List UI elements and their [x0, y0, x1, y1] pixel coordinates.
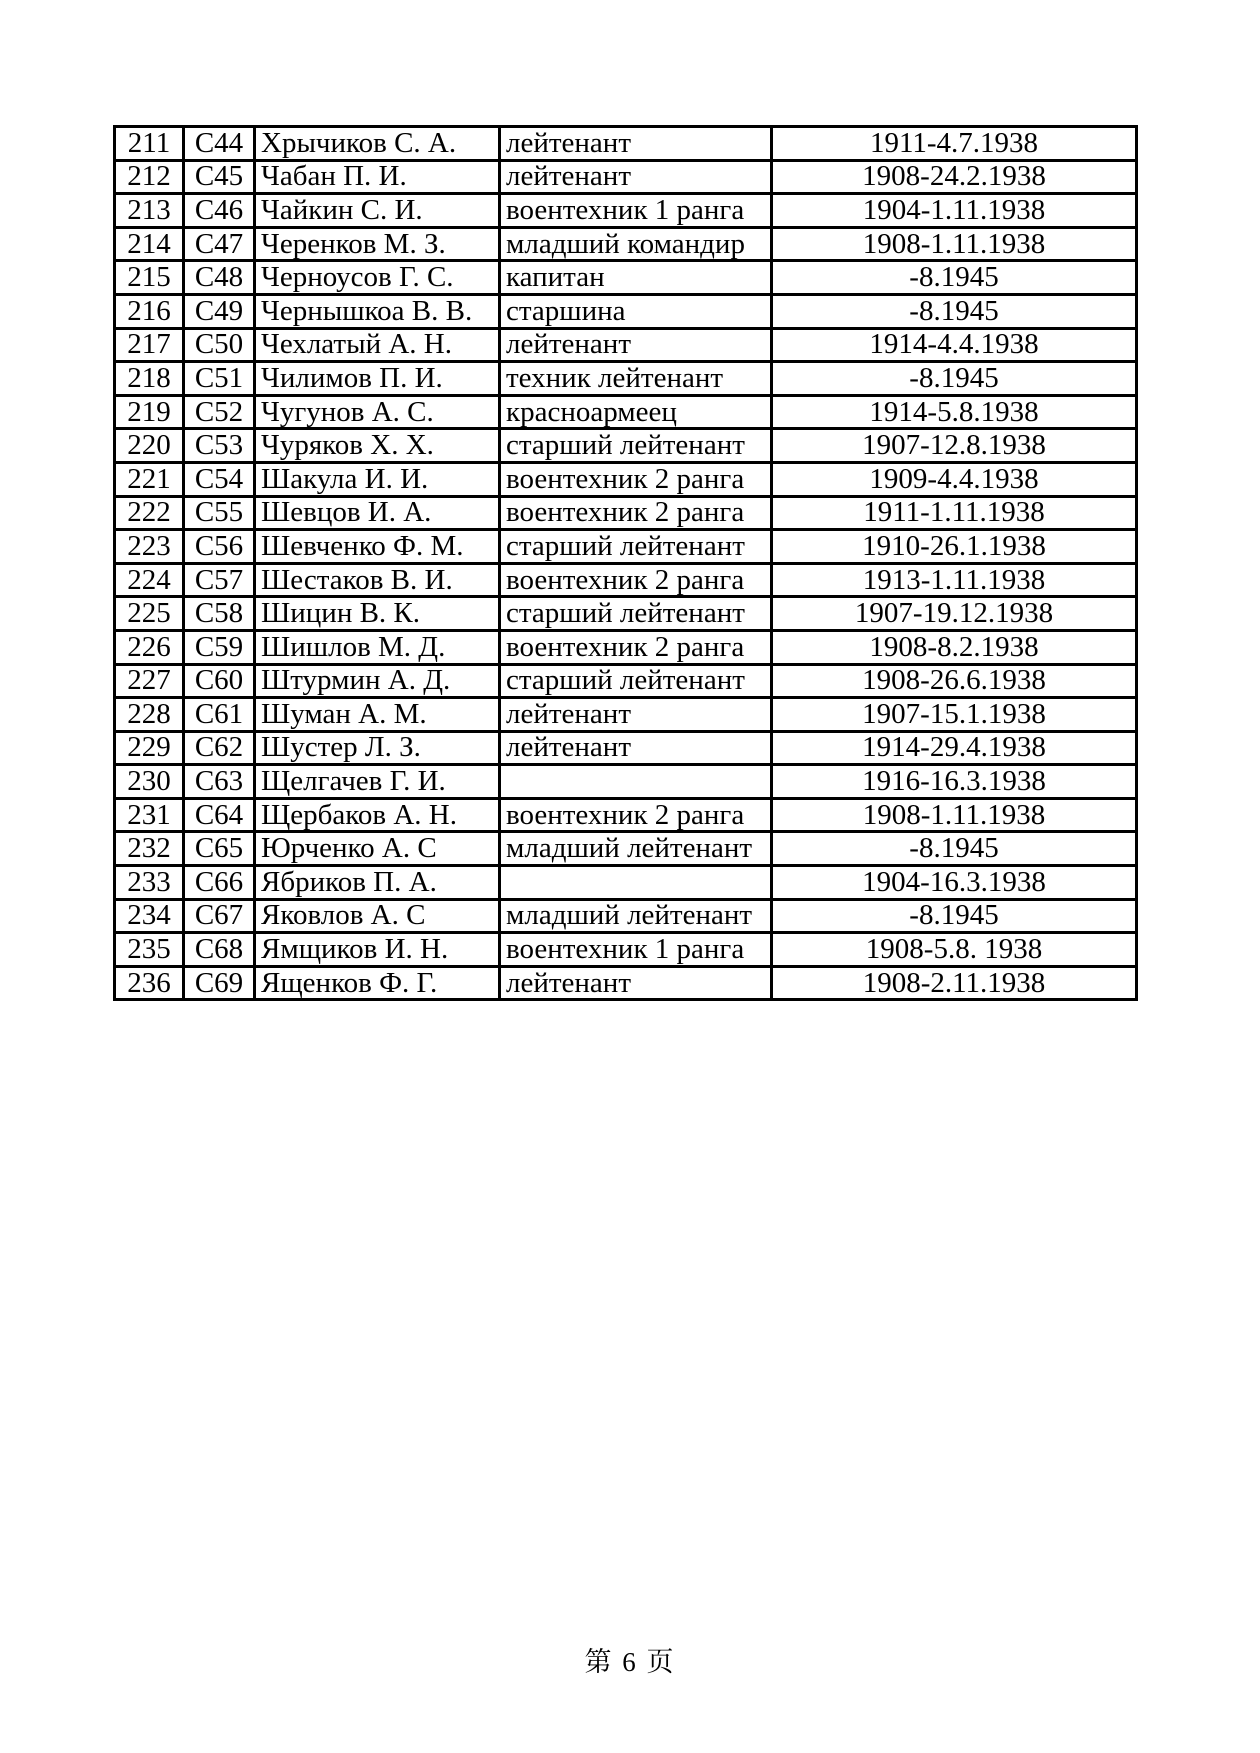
row-name-cell: Ященков Ф. Г. — [255, 966, 500, 1000]
row-rank-cell: лейтенант — [500, 698, 772, 732]
row-name-cell: Щербаков А. Н. — [255, 798, 500, 832]
row-rank-cell: лейтенант — [500, 127, 772, 161]
row-dates-cell: 1908-5.8. 1938 — [772, 933, 1137, 967]
row-name-cell: Чехлатый А. Н. — [255, 328, 500, 362]
row-number-cell: 212 — [115, 160, 184, 194]
row-name-cell: Шевцов И. А. — [255, 496, 500, 530]
row-name-cell: Чугунов А. С. — [255, 395, 500, 429]
table-row — [115, 127, 1137, 161]
row-dates-cell: 1908-2.11.1938 — [772, 966, 1137, 1000]
row-rank-cell: воентехник 2 ранга — [500, 630, 772, 664]
row-rank-cell: лейтенант — [500, 160, 772, 194]
row-code-cell: С65 — [184, 832, 255, 866]
row-code-cell: С64 — [184, 798, 255, 832]
row-code-cell: С51 — [184, 362, 255, 396]
row-code-cell: С61 — [184, 698, 255, 732]
table-row — [115, 731, 1137, 765]
row-code-cell: С60 — [184, 664, 255, 698]
row-code-cell: С53 — [184, 429, 255, 463]
row-code-cell: С54 — [184, 462, 255, 496]
row-code-cell: С57 — [184, 563, 255, 597]
row-dates-cell: -8.1945 — [772, 899, 1137, 933]
row-number-cell: 234 — [115, 899, 184, 933]
row-rank-cell: старший лейтенант — [500, 429, 772, 463]
row-code-cell: С68 — [184, 933, 255, 967]
table-row — [115, 429, 1137, 463]
row-dates-cell: 1904-1.11.1938 — [772, 194, 1137, 228]
table-row — [115, 866, 1137, 900]
row-dates-cell: 1907-15.1.1938 — [772, 698, 1137, 732]
table-row — [115, 899, 1137, 933]
row-rank-cell: воентехник 1 ранга — [500, 933, 772, 967]
row-name-cell: Чайкин С. И. — [255, 194, 500, 228]
row-dates-cell: -8.1945 — [772, 362, 1137, 396]
row-number-cell: 213 — [115, 194, 184, 228]
row-code-cell: С45 — [184, 160, 255, 194]
row-code-cell: С55 — [184, 496, 255, 530]
table-row — [115, 832, 1137, 866]
table-row — [115, 664, 1137, 698]
row-code-cell: С67 — [184, 899, 255, 933]
row-rank-cell: воентехник 2 ранга — [500, 462, 772, 496]
page-number-footer: 第 6 页 — [584, 1647, 676, 1677]
row-name-cell: Шестаков В. И. — [255, 563, 500, 597]
row-code-cell: С66 — [184, 866, 255, 900]
row-rank-cell: младший командир — [500, 227, 772, 261]
table-row — [115, 597, 1137, 631]
row-number-cell: 227 — [115, 664, 184, 698]
row-rank-cell: младший лейтенант — [500, 832, 772, 866]
row-dates-cell: 1904-16.3.1938 — [772, 866, 1137, 900]
row-dates-cell: 1908-1.11.1938 — [772, 798, 1137, 832]
row-code-cell: С69 — [184, 966, 255, 1000]
row-dates-cell: 1916-16.3.1938 — [772, 765, 1137, 799]
table-row — [115, 194, 1137, 228]
row-name-cell: Черноусов Г. С. — [255, 261, 500, 295]
row-dates-cell: 1907-12.8.1938 — [772, 429, 1137, 463]
row-number-cell: 223 — [115, 530, 184, 564]
row-dates-cell: 1911-1.11.1938 — [772, 496, 1137, 530]
row-name-cell: Шакула И. И. — [255, 462, 500, 496]
row-name-cell: Щелгачев Г. И. — [255, 765, 500, 799]
table-row — [115, 630, 1137, 664]
row-number-cell: 218 — [115, 362, 184, 396]
row-name-cell: Ябриков П. А. — [255, 866, 500, 900]
table-row — [115, 395, 1137, 429]
row-name-cell: Юрченко А. С — [255, 832, 500, 866]
row-name-cell: Хрычиков С. А. — [255, 127, 500, 161]
row-dates-cell: 1907-19.12.1938 — [772, 597, 1137, 631]
row-name-cell: Шустер Л. З. — [255, 731, 500, 765]
row-name-cell: Чабан П. И. — [255, 160, 500, 194]
row-rank-cell: старший лейтенант — [500, 530, 772, 564]
table-row — [115, 563, 1137, 597]
row-code-cell: С63 — [184, 765, 255, 799]
row-number-cell: 232 — [115, 832, 184, 866]
row-dates-cell: 1910-26.1.1938 — [772, 530, 1137, 564]
table-row — [115, 462, 1137, 496]
row-number-cell: 230 — [115, 765, 184, 799]
roster-body — [115, 127, 1137, 1000]
row-number-cell: 226 — [115, 630, 184, 664]
table-row — [115, 933, 1137, 967]
row-code-cell: С58 — [184, 597, 255, 631]
row-name-cell: Ямщиков И. Н. — [255, 933, 500, 967]
row-rank-cell — [500, 866, 772, 900]
row-rank-cell: воентехник 2 ранга — [500, 798, 772, 832]
row-name-cell: Шишлов М. Д. — [255, 630, 500, 664]
row-rank-cell: воентехник 2 ранга — [500, 496, 772, 530]
row-name-cell: Чернышкоа В. В. — [255, 294, 500, 328]
row-dates-cell: 1911-4.7.1938 — [772, 127, 1137, 161]
row-dates-cell: 1908-26.6.1938 — [772, 664, 1137, 698]
row-rank-cell: воентехник 1 ранга — [500, 194, 772, 228]
row-name-cell: Шицин В. К. — [255, 597, 500, 631]
table-row — [115, 798, 1137, 832]
row-number-cell: 217 — [115, 328, 184, 362]
row-dates-cell: 1908-8.2.1938 — [772, 630, 1137, 664]
row-dates-cell: 1914-4.4.1938 — [772, 328, 1137, 362]
table-row — [115, 261, 1137, 295]
row-rank-cell: капитан — [500, 261, 772, 295]
row-number-cell: 220 — [115, 429, 184, 463]
row-number-cell: 231 — [115, 798, 184, 832]
row-dates-cell: -8.1945 — [772, 261, 1137, 295]
row-number-cell: 219 — [115, 395, 184, 429]
row-number-cell: 216 — [115, 294, 184, 328]
row-dates-cell: 1909-4.4.1938 — [772, 462, 1137, 496]
row-number-cell: 224 — [115, 563, 184, 597]
row-dates-cell: 1908-1.11.1938 — [772, 227, 1137, 261]
table-row — [115, 966, 1137, 1000]
row-dates-cell: 1914-29.4.1938 — [772, 731, 1137, 765]
table-row — [115, 160, 1137, 194]
row-dates-cell: -8.1945 — [772, 294, 1137, 328]
row-rank-cell: младший лейтенант — [500, 899, 772, 933]
row-name-cell: Черенков М. З. — [255, 227, 500, 261]
row-rank-cell: воентехник 2 ранга — [500, 563, 772, 597]
row-number-cell: 233 — [115, 866, 184, 900]
row-number-cell: 228 — [115, 698, 184, 732]
row-code-cell: С62 — [184, 731, 255, 765]
row-code-cell: С52 — [184, 395, 255, 429]
row-code-cell: С49 — [184, 294, 255, 328]
table-row — [115, 328, 1137, 362]
table-row — [115, 496, 1137, 530]
table-row — [115, 765, 1137, 799]
row-dates-cell: 1908-24.2.1938 — [772, 160, 1137, 194]
row-number-cell: 214 — [115, 227, 184, 261]
row-code-cell: С44 — [184, 127, 255, 161]
row-number-cell: 225 — [115, 597, 184, 631]
row-dates-cell: 1914-5.8.1938 — [772, 395, 1137, 429]
row-number-cell: 229 — [115, 731, 184, 765]
row-number-cell: 221 — [115, 462, 184, 496]
row-name-cell: Чилимов П. И. — [255, 362, 500, 396]
row-code-cell: С47 — [184, 227, 255, 261]
personnel-roster-table — [113, 125, 1138, 1001]
row-rank-cell: старший лейтенант — [500, 664, 772, 698]
row-code-cell: С56 — [184, 530, 255, 564]
table-row — [115, 294, 1137, 328]
row-name-cell: Шуман А. М. — [255, 698, 500, 732]
row-dates-cell: -8.1945 — [772, 832, 1137, 866]
row-rank-cell: лейтенант — [500, 328, 772, 362]
row-name-cell: Шевченко Ф. М. — [255, 530, 500, 564]
row-rank-cell: красноармеец — [500, 395, 772, 429]
row-number-cell: 215 — [115, 261, 184, 295]
row-code-cell: С46 — [184, 194, 255, 228]
table-row — [115, 530, 1137, 564]
table-row — [115, 362, 1137, 396]
row-rank-cell: старшина — [500, 294, 772, 328]
table-row — [115, 698, 1137, 732]
row-code-cell: С48 — [184, 261, 255, 295]
row-code-cell: С59 — [184, 630, 255, 664]
row-rank-cell: лейтенант — [500, 966, 772, 1000]
row-rank-cell: лейтенант — [500, 731, 772, 765]
row-name-cell: Чуряков Х. Х. — [255, 429, 500, 463]
row-rank-cell: техник лейтенант — [500, 362, 772, 396]
row-number-cell: 235 — [115, 933, 184, 967]
row-number-cell: 222 — [115, 496, 184, 530]
row-code-cell: С50 — [184, 328, 255, 362]
row-number-cell: 236 — [115, 966, 184, 1000]
row-name-cell: Штурмин А. Д. — [255, 664, 500, 698]
row-name-cell: Яковлов А. С — [255, 899, 500, 933]
row-dates-cell: 1913-1.11.1938 — [772, 563, 1137, 597]
row-number-cell: 211 — [115, 127, 184, 161]
row-rank-cell — [500, 765, 772, 799]
table-row — [115, 227, 1137, 261]
row-rank-cell: старший лейтенант — [500, 597, 772, 631]
